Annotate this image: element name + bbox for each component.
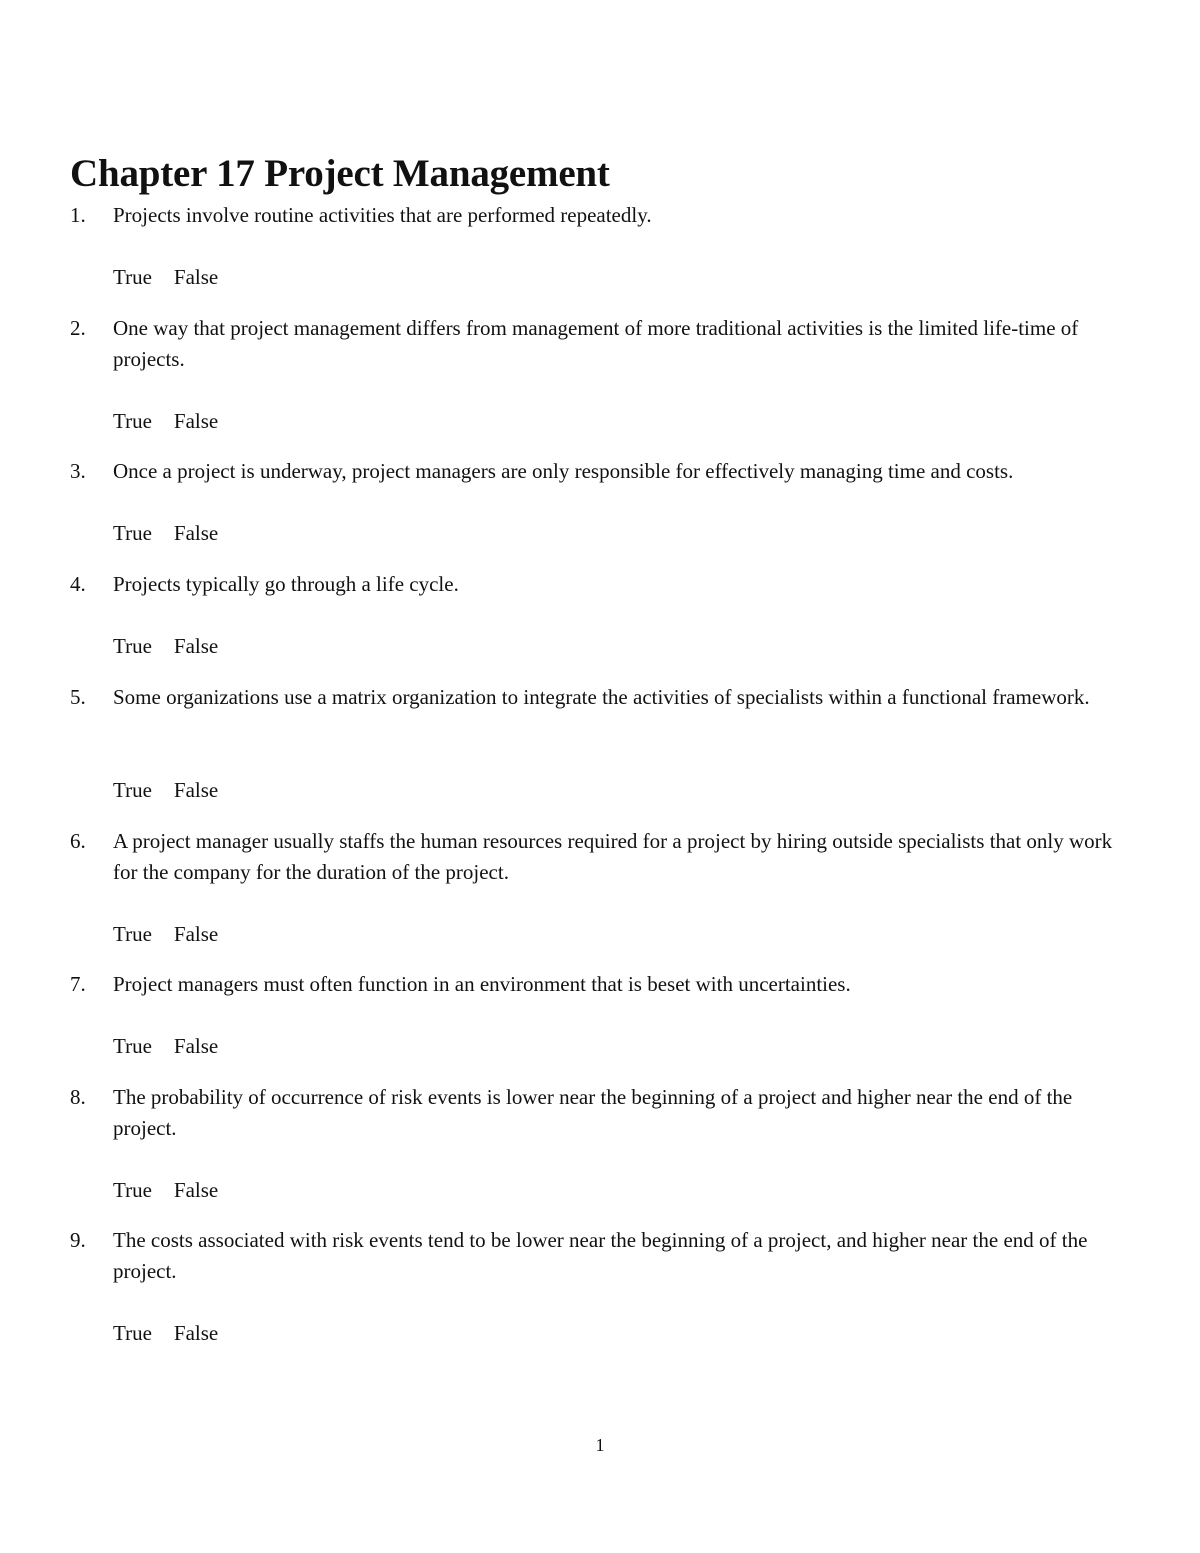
page-title: Chapter 17 Project Management	[70, 152, 610, 195]
question-number: 9.	[70, 1228, 86, 1252]
option-false[interactable]: False	[173, 634, 219, 658]
option-true[interactable]: True	[113, 778, 152, 802]
question-text: One way that project management differs from management of more traditional activities is the limited life-time of projects.	[113, 316, 1079, 371]
answer-options	[113, 1318, 218, 1349]
answer-options	[113, 775, 218, 806]
question-number: 4.	[70, 572, 86, 596]
question-number: 5.	[70, 685, 86, 709]
option-false[interactable]: False	[173, 521, 219, 545]
option-true[interactable]: True	[113, 1178, 152, 1202]
question-text: Projects typically go through a life cycle.	[113, 572, 459, 596]
answer-options	[113, 262, 218, 293]
option-true[interactable]: True	[113, 634, 152, 658]
option-false[interactable]: False	[173, 1321, 219, 1345]
question-text: Projects involve routine activities that are performed repeatedly.	[113, 203, 652, 227]
option-false[interactable]: False	[173, 1034, 219, 1058]
answer-options	[113, 406, 218, 437]
question-text: Once a project is underway, project managers are only responsible for effectively managing time and costs.	[113, 459, 1014, 483]
question-number: 7.	[70, 972, 86, 996]
question-number: 8.	[70, 1085, 86, 1109]
question-text: Some organizations use a matrix organization to integrate the activities of specialists within a functional framework.	[113, 685, 1090, 709]
option-false[interactable]: False	[173, 409, 219, 433]
option-false[interactable]: False	[173, 1178, 219, 1202]
option-true[interactable]: True	[113, 922, 152, 946]
option-true[interactable]: True	[113, 1321, 152, 1345]
option-true[interactable]: True	[113, 265, 152, 289]
question-text: A project manager usually staffs the human resources required for a project by hiring outside specialists that only work for the company for the duration of the project.	[113, 829, 1113, 884]
option-true[interactable]: True	[113, 521, 152, 545]
question-number: 1.	[70, 203, 86, 227]
question-text: Project managers must often function in an environment that is beset with uncertainties.	[113, 972, 851, 996]
question-number: 2.	[70, 316, 86, 340]
question-number: 3.	[70, 459, 86, 483]
answer-options	[113, 518, 218, 549]
question-number: 6.	[70, 829, 86, 853]
answer-options	[113, 631, 218, 662]
option-false[interactable]: False	[173, 265, 219, 289]
answer-options	[113, 1175, 218, 1206]
option-true[interactable]: True	[113, 409, 152, 433]
option-false[interactable]: False	[173, 778, 219, 802]
question-text: The costs associated with risk events tend to be lower near the beginning of a project, and higher near the end of the project.	[113, 1228, 1088, 1283]
answer-options	[113, 919, 218, 950]
option-false[interactable]: False	[173, 922, 219, 946]
answer-options	[113, 1031, 218, 1062]
option-true[interactable]: True	[113, 1034, 152, 1058]
question-text: The probability of occurrence of risk events is lower near the beginning of a project and higher near the end of the project.	[113, 1085, 1073, 1140]
page-number: 1	[595, 1435, 605, 1455]
